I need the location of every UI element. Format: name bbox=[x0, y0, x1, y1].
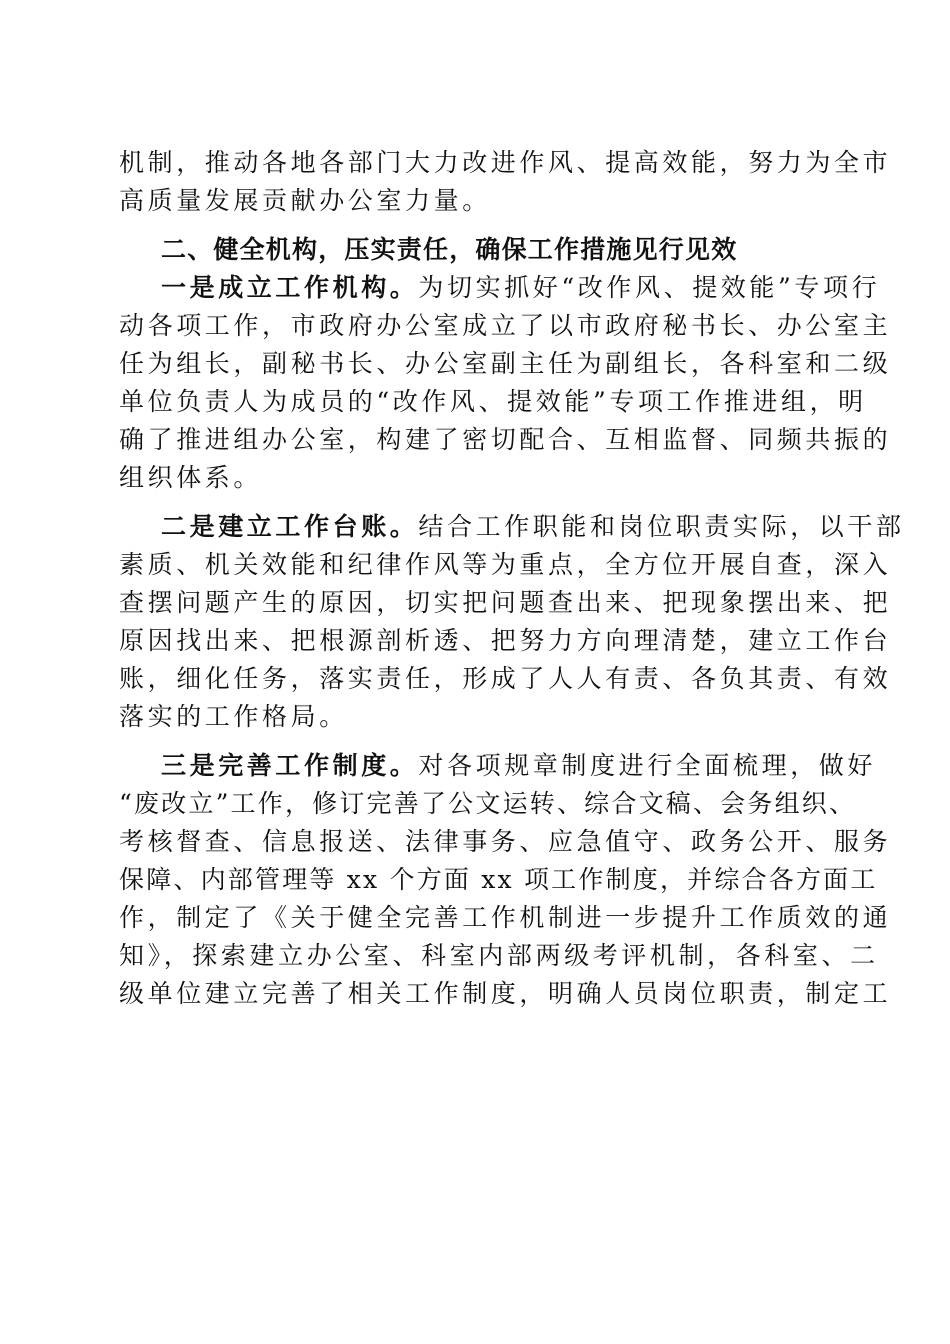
paragraph-1-line-6: 组织体系。 bbox=[119, 463, 263, 492]
paragraph-2-line-4: 原因找出来、把根源剖析透、把努力方向理清楚，建立工作台 bbox=[119, 626, 892, 655]
paragraph-1-line-1-text: 为切实抓好“改作风、提效能”专项行 bbox=[418, 273, 881, 302]
paragraph-2-lead: 二是建立工作台账。 bbox=[161, 512, 419, 541]
paragraph-3-line-7: 级单位建立完善了相关工作制度，明确人员岗位职责，制定工 bbox=[119, 979, 892, 1008]
paragraph-3-lead: 三是完善工作制度。 bbox=[161, 751, 419, 780]
document-body bbox=[119, 144, 905, 1013]
paragraph-1-line-3: 任为组长，副秘书长、办公室副主任为副组长，各科室和二级 bbox=[119, 349, 892, 378]
paragraph-3-line-3: 考核督查、信息报送、法律事务、应急值守、政务公开、服务 bbox=[119, 827, 892, 856]
paragraph-3-line-2: “废改立”工作，修订完善了公文运转、综合文稿、会务组织、 bbox=[119, 789, 857, 818]
paragraph-3-line-6: 知》，探索建立办公室、科室内部两级考评机制，各科室、二 bbox=[119, 941, 879, 970]
paragraph-1-line-1 bbox=[119, 269, 881, 307]
paragraph-3-line-4: 保障、内部管理等 xx 个方面 xx 项工作制度，并综合各方面工 bbox=[119, 865, 878, 894]
paragraph-3-line-5: 作，制定了《关于健全完善工作机制进一步提升工作质效的通 bbox=[119, 903, 892, 932]
paragraph-2-line-3: 查摆问题产生的原因，切实把问题查出来、把现象摆出来、把 bbox=[119, 588, 892, 617]
paragraph-2-line-1 bbox=[119, 508, 905, 546]
paragraph-1-line-5: 确了推进组办公室，构建了密切配合、互相监督、同频共振的 bbox=[119, 425, 892, 454]
paragraph-1-line-4: 单位负责人为成员的“改作风、提效能”专项工作推进组，明 bbox=[119, 387, 867, 416]
paragraph-2-line-5: 账，细化任务，落实责任，形成了人人有责、各负其责、有效 bbox=[119, 664, 892, 693]
paragraph-2-line-2: 素质、机关效能和纪律作风等为重点，全方位开展自查，深入 bbox=[119, 550, 892, 579]
paragraph-3-line-1 bbox=[119, 747, 877, 785]
paragraph-1-line-2: 动各项工作，市政府办公室成立了以市政府秘书长、办公室主 bbox=[119, 311, 892, 340]
section-heading: 二、健全机构，压实责任，确保工作措施见行见效 bbox=[161, 235, 738, 264]
paragraph-1-lead: 一是成立工作机构。 bbox=[161, 273, 419, 302]
intro-line-2: 高质量发展贡献办公室力量。 bbox=[119, 186, 491, 215]
paragraph-2-line-1-text: 结合工作职能和岗位职责实际，以干部 bbox=[418, 512, 905, 541]
intro-line-1: 机制，推动各地各部门大力改进作风、提高效能，努力为全市 bbox=[119, 148, 892, 177]
paragraph-3-line-1-text: 对各项规章制度进行全面梳理，做好 bbox=[418, 751, 877, 780]
paragraph-2-line-6: 落实的工作格局。 bbox=[119, 702, 348, 731]
